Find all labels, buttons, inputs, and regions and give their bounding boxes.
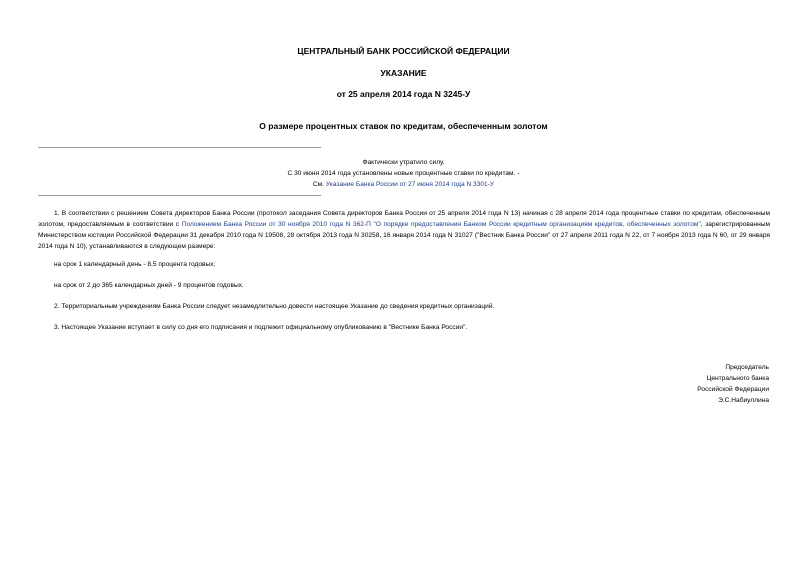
rate-item-2-text: на срок от 2 до 365 календарных дней - 9 процентов годовых.: [54, 282, 244, 289]
regulation-362-p-link[interactable]: Положением Банка России от 30 ноября 2010 года N 362-П "О порядке предоставления Банком России кредитным организациям кредитов, обеспеченных золотом": [181, 221, 701, 228]
signature-line-3: Российской Федерации: [697, 386, 769, 393]
paragraph-1-text-b: , зарегистрированным Министерством юстиции Российской Федерации 31 декабря 2010 года N 19508, 28 октября 2013 года N 30258, 16 января 2014 года N 31027 ("Вестник Банка России" от 27 апреля 2011 года N 22, от 7 ноября 2013 года N 60, от 29 января 2014 года N 10), устанавливаются в следующем размере:: [38, 221, 770, 250]
signature-line-2: Центрального банка: [706, 375, 769, 382]
paragraph-3-text: 3. Настоящее Указание вступает в силу со дня его подписания и подлежит официальному опубликованию в "Вестнике Банка России".: [54, 324, 468, 331]
doc-subject: О размере процентных ставок по кредитам, обеспеченным золотом: [259, 121, 548, 131]
replacement-document-link[interactable]: Указание Банка России от 27 июня 2014 года N 3301-У: [325, 181, 495, 188]
signatory-name: Э.С.Набиуллина: [718, 397, 769, 404]
paragraph-3: [38, 322, 770, 333]
separator-top: [38, 147, 321, 148]
rate-item-1: [38, 259, 770, 270]
status-note-line1: Фактически утратило силу.: [362, 159, 445, 166]
status-note-line2: С 30 июня 2014 года установлены новые процентные ставки по кредитам. -: [287, 170, 520, 177]
separator-bottom: [38, 195, 321, 196]
org-title: ЦЕНТРАЛЬНЫЙ БАНК РОССИЙСКОЙ ФЕДЕРАЦИИ: [297, 46, 510, 56]
doc-type: УКАЗАНИЕ: [380, 68, 427, 78]
rate-item-2: [38, 280, 770, 291]
paragraph-2: [38, 301, 770, 312]
doc-date: от 25 апреля 2014 года N 3245-У: [336, 89, 471, 99]
paragraph-2-text: 2. Территориальным учреждениям Банка России следует незамедлительно довести настоящее Указание до сведения кредитных организаций.: [54, 303, 495, 310]
signature-line-1: Председатель: [725, 364, 769, 371]
rate-item-1-text: на срок 1 календарный день - 8,5 процента годовых;: [54, 261, 216, 268]
paragraph-1-text-a: 1. В соответствии с решением Совета директоров Банка России (протокол заседания Совета директоров Банка России от 25 апреля 2014 года N 13) начиная с 28 апреля 2014 года процентные ставки по кредитам, обеспеченным золотом, предоставляемым в соответствии с: [38, 210, 770, 228]
paragraph-1: [38, 208, 770, 252]
status-note-prefix: См.: [312, 181, 326, 188]
status-note-line3: [0, 179, 807, 190]
